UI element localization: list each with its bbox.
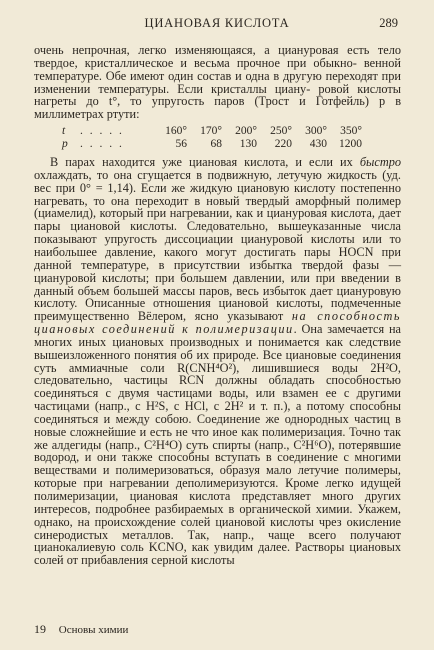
table-cell: 160° bbox=[165, 125, 187, 138]
temperature-label: t bbox=[62, 125, 66, 138]
paragraph-1-line: ровой кислоты нагреты до t°, то упругость паров (Трост и bbox=[34, 81, 401, 109]
page-header bbox=[0, 14, 434, 34]
signature-number: 19 bbox=[34, 622, 46, 636]
table-cell: 170° bbox=[200, 125, 222, 138]
paragraph-2-text: В парах находится уже циановая кислота, и если их bbox=[50, 155, 360, 170]
table-cell: 220 bbox=[274, 138, 292, 151]
vapor-pressure-table bbox=[62, 125, 362, 151]
leader-dots: . . . . . bbox=[80, 125, 124, 138]
pressure-label: p bbox=[62, 138, 68, 151]
leader-dots: . . . . . bbox=[80, 138, 124, 151]
running-title: ЦИАНОВАЯ КИСЛОТА bbox=[144, 16, 290, 30]
table-cell: 1200 bbox=[339, 138, 362, 151]
page-footer bbox=[34, 622, 128, 637]
table-row-pressure bbox=[62, 138, 362, 151]
paragraph-1-line: Готфейль) p в миллиметрах ртути: bbox=[34, 94, 402, 122]
page-number: 289 bbox=[379, 16, 398, 30]
table-cell: 56 bbox=[175, 138, 187, 151]
table-cell: 68 bbox=[210, 138, 222, 151]
body-text bbox=[34, 44, 401, 567]
paragraph-1-line: переходят при изменении температуры. Если кристаллы циану- bbox=[34, 68, 401, 96]
paragraph-1-line: очень непрочная, легко изменяющаяся, а циануровая есть bbox=[34, 43, 370, 57]
table-cell: 300° bbox=[305, 125, 327, 138]
table-cell: 250° bbox=[270, 125, 292, 138]
table-cell: 350° bbox=[340, 125, 362, 138]
paragraph-1-line: тело твердое, кристаллическое и весьма прочное при обыкно- bbox=[34, 43, 402, 70]
table-cell: 200° bbox=[235, 125, 257, 138]
table-cell: 430 bbox=[309, 138, 327, 151]
italic-emphasis: быстро bbox=[359, 155, 401, 170]
paragraph-1-line: венной температуре. Обе имеют один состав и одна в другую bbox=[34, 55, 401, 83]
paragraph-1 bbox=[34, 44, 401, 121]
spaced-emphasis: на способность циановых соединений к полимеризации bbox=[34, 309, 401, 337]
paragraph-2-text: . Она замечается на многих иных циановых производных и понимается как следствие вышеизложенного понятия об их природе. Все циановые соединения суть аммиачные соли R(CNH⁴O²), лишившиеся воды 2H²O, следовательно, частицы RCN должны обладать способностью соединяться с двумя частицами воды, или взамен ее с другими частицами (напр., с H²S, с HCl, с 2H² и т. п.), а потому способны соединяться и между собою. Соединение же однородных частиц в новые сложнейшие и есть не что иное как полимеризация. Точно так же алдегиды (напр., C²H⁴O) суть спирты (напр., C²H⁶O), потерявшие водород, и они также способны вступать в соединение с многими веществами и полимеризоваться, образуя мало летучие полимеры, которые при нагревании деполимеризуются. Кроме легко идущей полимеризации, циановая кислота представляет много других интересов, подробнее разбираемых в органической химии. Укажем, однако, на происхождение солей циановой кислоты чрез окисление синеродистых металлов. Так, напр., чаще всего получают цианокалиевую соль KCNO, как увидим далее. Растворы циановых солей от прибавления серной кислоты bbox=[34, 322, 401, 568]
table-cell: 130 bbox=[239, 138, 257, 151]
signature-title: Основы химии bbox=[58, 624, 129, 636]
paragraph-2 bbox=[34, 156, 401, 567]
paragraph-2-text: охлаждать, то она сгущается в подвижную, летучую жидкость (уд. вес при 0° = 1,14). Если же жидкую циановую кислоту постепенно нагревать, то она переходит в новый твердый аморфный полимер (циамелид), который при нагревании, как и циануровая кислота, дает пары циановой кислоты. Следовательно, вышеуказанные числа показывают упругость диссоциации циануровой кислоты или то наибольшее давление, какого могут достигать пары HOCN при данной температуре, в присутствии избытка твердой фазы — циануровой кислоты; при большем давлении, или при введении в данный объем большей массы паров, весь избыток дает циануровую кислоту. Описанные отношения циановой кислоты, подмеченные преимущественно Вёлером, ясно указывают bbox=[34, 167, 401, 324]
table-row-temperature bbox=[62, 125, 362, 138]
